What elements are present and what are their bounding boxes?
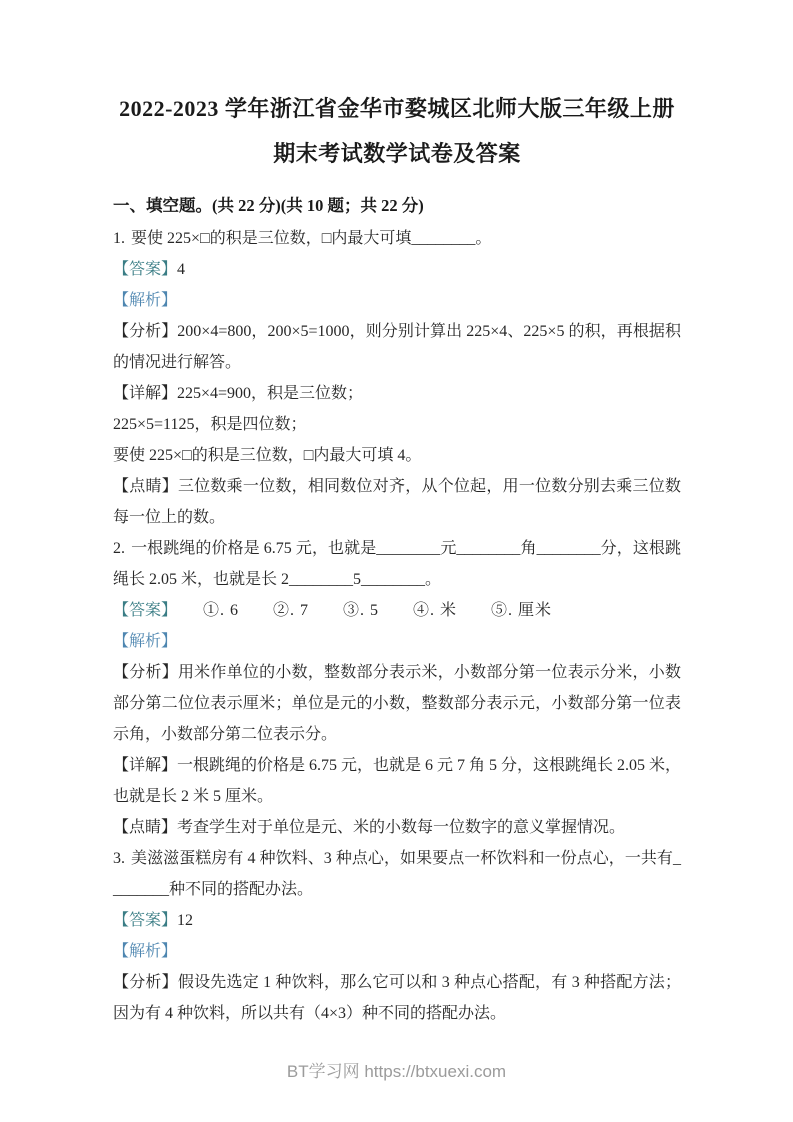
question-2-paragraph: 【详解】一根跳绳的价格是 6.75 元，也就是 6 元 7 角 5 分，这根跳绳长 2.05 米，也就是长 2 米 5 厘米。 [113,757,682,805]
question-3-analysis-line [113,936,681,967]
question-text: 一根跳绳的价格是 6.75 元，也就是________元________角________分，这根跳绳长 2.05 米，也就是长 2________5________。 [113,540,681,588]
page-title: 2022-2023 学年浙江省金华市婺城区北师大版三年级上册期末考试数学试卷及答案 [119,96,675,166]
question-text: 美滋滋蛋糕房有 4 种饮料、3 种点心，如果要点一杯饮料和一份点心，一共有________种不同的搭配办法。 [113,850,681,898]
question-1-paragraph: 【详解】225×4=900，积是三位数； [113,385,364,402]
answer-marker: 【答案】 [113,602,178,619]
question-1-paragraph: 【分析】200×4=800，200×5=1000，则分别计算出 225×4、225×5 的积，再根据积的情况进行解答。 [113,323,681,371]
answer-marker: 【答案】 [113,912,178,929]
question-1-answer-line [113,254,681,285]
question-3-paragraph: 【分析】假设先选定 1 种饮料，那么它可以和 3 种点心搭配，有 3 种搭配方法；因为有 4 种饮料，所以共有（4×3）种不同的搭配办法。 [113,974,681,1022]
answer-value: 12 [177,912,194,929]
question-2-stem [113,533,681,595]
question-1-analysis-line [113,285,681,316]
analysis-marker: 【解析】 [113,292,178,309]
question-1-paragraph: 225×5=1125，积是四位数； [113,416,307,433]
question-2-paragraph: 【分析】用米作单位的小数，整数部分表示米，小数部分第一位表示分米，小数部分第二位位表示厘米；单位是元的小数，整数部分表示元，小数部分第一位表示角，小数部分第二位表示分。 [113,664,681,743]
question-number: 3. [113,850,125,867]
answer-marker: 【答案】 [113,261,178,278]
question-2-paragraph: 【点睛】考查学生对于单位是元、米的小数每一位数字的意义掌握情况。 [113,819,626,836]
question-3-answer-line [113,905,681,936]
question-1-paragraph: 【点睛】三位数乘一位数，相同数位对齐，从个位起，用一位数分别去乘三位数每一位上的数。 [113,478,681,526]
footer-site-link[interactable]: BT学习网 https://btxuexi.com [286,1062,507,1081]
answer-value: ①. 6 ②. 7 ③. 5 ④. 米 ⑤. 厘米 [203,602,553,619]
question-number: 2. [113,540,125,557]
footer-watermark [0,1060,793,1084]
question-number: 1. [113,230,125,247]
question-1-stem [113,223,681,254]
analysis-marker: 【解析】 [113,943,178,960]
answer-value: 4 [177,261,186,278]
analysis-marker: 【解析】 [113,633,178,650]
question-2-analysis-line [113,626,681,657]
question-text: 要使 225×□的积是三位数，□内最大可填________。 [131,230,492,247]
question-2-answer-line [113,595,681,626]
question-3-stem [113,843,681,905]
question-1-paragraph: 要使 225×□的积是三位数，□内最大可填 4。 [113,447,422,464]
section-heading-fill-in-blanks: 一、填空题。(共 22 分)(共 10 题；共 22 分) [113,196,424,215]
